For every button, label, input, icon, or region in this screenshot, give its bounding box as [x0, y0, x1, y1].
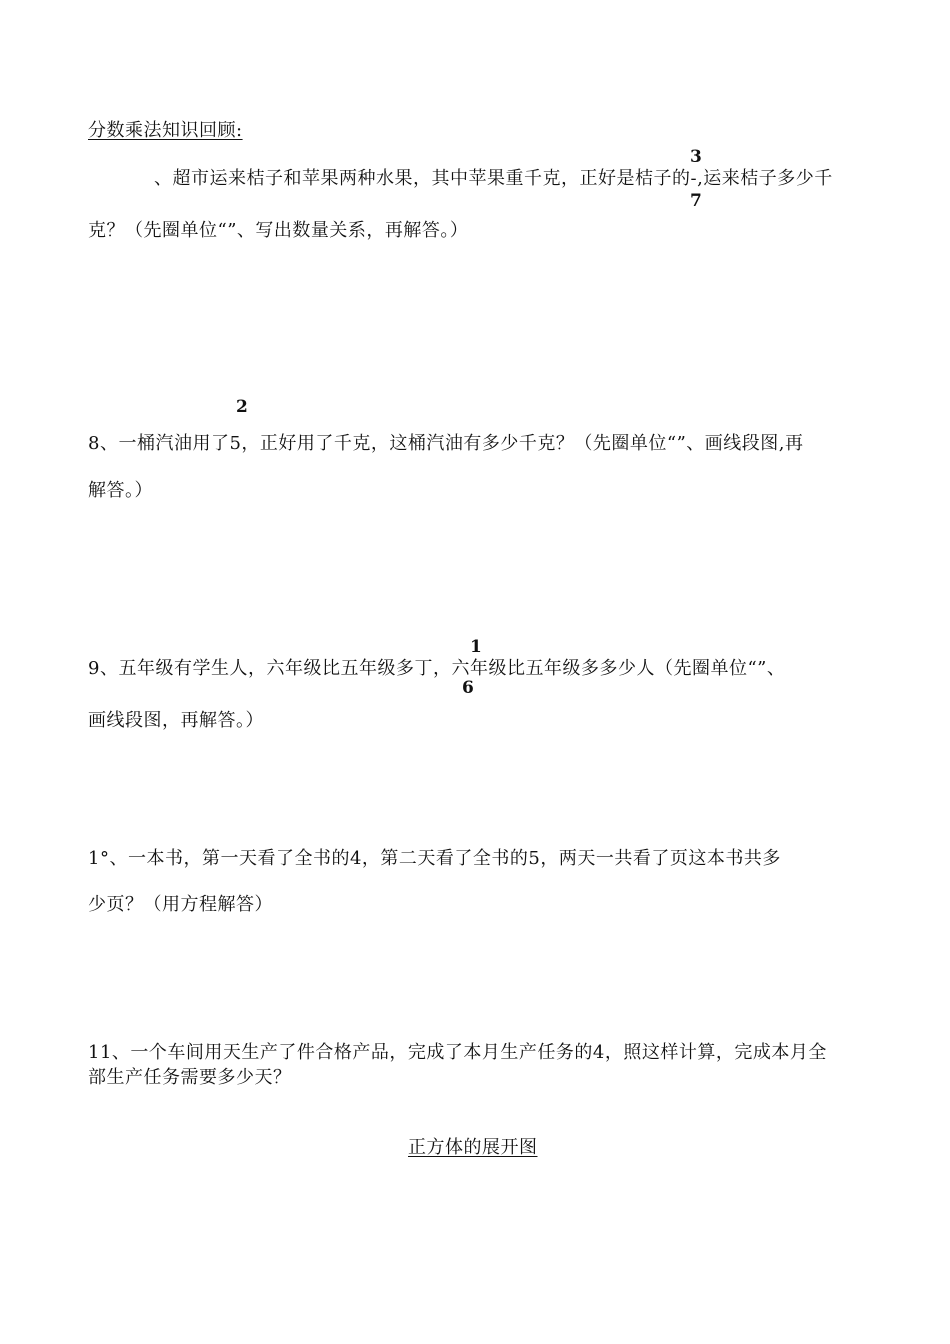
fraction-denominator: 6: [462, 678, 475, 698]
question-text-line: 克？（先圈单位“”、写出数量关系，再解答。）: [88, 220, 469, 241]
question-text-line: 1°、一本书，第一天看了全书的4，第二天看了全书的5，两天一共看了页这本书共多: [88, 848, 781, 869]
question-text-line: 、超市运来桔子和苹果两种水果，其中苹果重千克，正好是桔子的-,运来桔子多少千: [154, 168, 833, 189]
fraction-numerator: 2: [236, 397, 249, 417]
question-text-line: 11、一个车间用天生产了件合格产品，完成了本月生产任务的4，照这样计算，完成本月全: [88, 1042, 827, 1063]
question-text-line: 画线段图，再解答。）: [88, 710, 264, 731]
section-title-cube-net: 正方体的展开图: [408, 1137, 538, 1158]
fraction-numerator: 1: [470, 637, 483, 657]
question-text-line: 解答。）: [88, 480, 153, 501]
question-text-line: 少页？（用方程解答）: [88, 894, 273, 915]
question-text-line: 部生产任务需要多少天？: [88, 1067, 292, 1088]
question-text-line: 8、一桶汽油用了5，正好用了千克，这桶汽油有多少千克？（先圈单位“”、画线段图,再: [88, 433, 804, 454]
fraction-denominator: 7: [690, 191, 703, 211]
section-title-fraction-multiplication: 分数乘法知识回顾:: [88, 120, 243, 141]
fraction-numerator: 3: [690, 147, 703, 167]
question-text-line: 9、五年级有学生人，六年级比五年级多丁，六年级比五年级多多少人（先圈单位“”、: [88, 658, 786, 679]
